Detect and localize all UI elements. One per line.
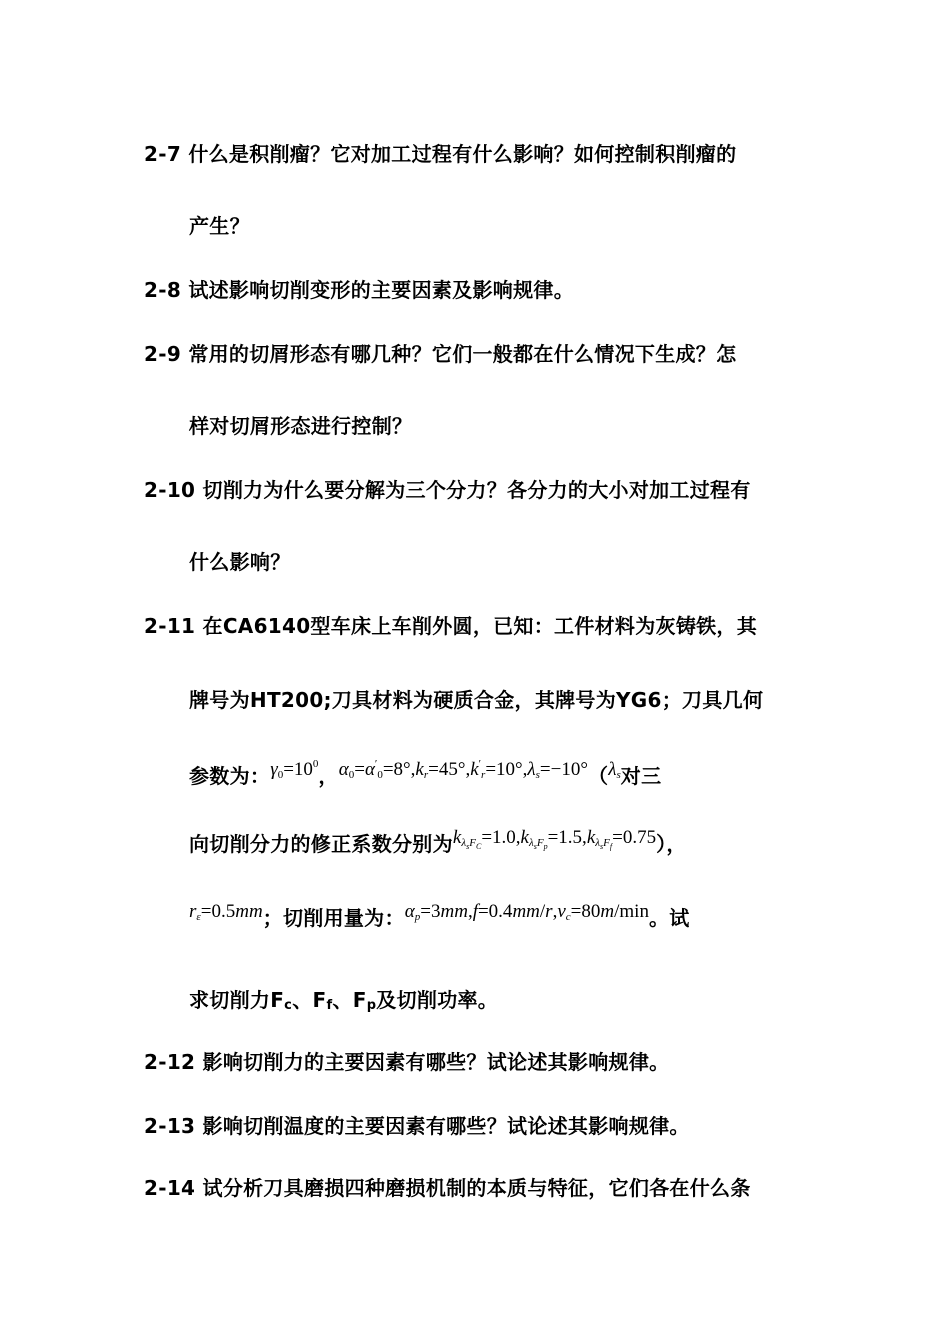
question-2-9-line-2: 样对切屑形态进行控制？ bbox=[189, 414, 413, 438]
formula-rake-angle: $\gamma_0=10^0$ bbox=[270, 758, 319, 781]
line-suffix: 对三 bbox=[620, 764, 662, 788]
formula-angles: $\alpha_0=\alpha'_0=8^\circ,k_r=45^\circ,k'_r=10^\circ,\lambda_s=-10^\circ$ bbox=[338, 758, 588, 781]
formula-cutting-params: $\alpha_p=3mm,f=0.4mm/r,v_c=80m/\min$ bbox=[404, 901, 649, 923]
question-2-12 bbox=[144, 1048, 669, 1076]
separator: ， bbox=[318, 764, 339, 788]
question-text: 试分析刀具磨损四种磨损机制的本质与特征，它们各在什么条 bbox=[202, 1176, 751, 1200]
question-2-10-line-1 bbox=[144, 476, 751, 504]
question-2-11-line-6 bbox=[189, 986, 498, 1020]
question-text: 常用的切屑形态有哪几种？它们一般都在什么情况下生成？怎 bbox=[188, 342, 737, 366]
question-number: 2-8 bbox=[144, 278, 182, 302]
cutting-params-label: ；切削用量为： bbox=[262, 906, 405, 930]
question-number: 2-9 bbox=[144, 342, 182, 366]
question-number: 2-12 bbox=[144, 1050, 196, 1074]
question-number: 2-11 bbox=[144, 614, 196, 638]
text-part: 、F bbox=[332, 988, 367, 1012]
question-text: 切削力为什么要分解为三个分力？各分力的大小对加工过程有 bbox=[202, 478, 751, 502]
params-label: 参数为： bbox=[189, 764, 271, 788]
formula-correction-factors: $k_{\lambda_sF_C}=1.0,k_{\lambda_sF_p}=1.5,k_{\lambda_sF_f}=0.75$ bbox=[452, 827, 657, 851]
question-2-14 bbox=[144, 1174, 751, 1202]
question-2-11-line-2: 牌号为HT200;刀具材料为硬质合金，其牌号为YG6；刀具几何 bbox=[189, 688, 764, 712]
text-part: 求切削力F bbox=[189, 988, 285, 1012]
question-text: 什么是积削瘤？它对加工过程有什么影响？如何控制积削瘤的 bbox=[188, 142, 737, 166]
question-text: 影响切削力的主要因素有哪些？试论述其影响规律。 bbox=[202, 1050, 670, 1074]
line-suffix: ）， bbox=[656, 832, 687, 856]
formula-lambda-s: $\lambda_s$ bbox=[608, 759, 621, 781]
subscript-c: c bbox=[284, 998, 293, 1013]
question-text: 试述影响切削变形的主要因素及影响规律。 bbox=[188, 278, 575, 302]
text-part: 、F bbox=[292, 988, 327, 1012]
text-part: 及切削功率。 bbox=[376, 988, 499, 1012]
question-2-9-line-1 bbox=[144, 340, 736, 368]
question-2-11-line-3 bbox=[189, 758, 661, 797]
question-number: 2-10 bbox=[144, 478, 196, 502]
line-suffix: 。试 bbox=[648, 906, 690, 930]
question-number: 2-13 bbox=[144, 1114, 196, 1138]
question-2-11-line-1 bbox=[144, 612, 757, 640]
question-2-8 bbox=[144, 276, 574, 304]
question-2-13 bbox=[144, 1112, 690, 1140]
question-2-11-line-4 bbox=[189, 827, 687, 869]
question-2-7-line-2: 产生？ bbox=[189, 214, 250, 238]
correction-label: 向切削分力的修正系数分别为 bbox=[189, 832, 453, 856]
question-2-10-line-2: 什么影响？ bbox=[189, 550, 291, 574]
question-2-11-line-5 bbox=[189, 901, 690, 939]
question-text: 在CA6140型车床上车削外圆，已知：工件材料为灰铸铁，其 bbox=[202, 614, 758, 638]
subscript-f: f bbox=[326, 998, 333, 1013]
question-text: 影响切削温度的主要因素有哪些？试论述其影响规律。 bbox=[202, 1114, 690, 1138]
question-number: 2-14 bbox=[144, 1176, 196, 1200]
subscript-p: p bbox=[366, 998, 377, 1013]
formula-nose-radius: $r_\varepsilon=0.5mm$ bbox=[189, 901, 263, 923]
question-number: 2-7 bbox=[144, 142, 182, 166]
question-2-7-line-1 bbox=[144, 140, 736, 168]
paren-open: （ bbox=[587, 764, 609, 788]
